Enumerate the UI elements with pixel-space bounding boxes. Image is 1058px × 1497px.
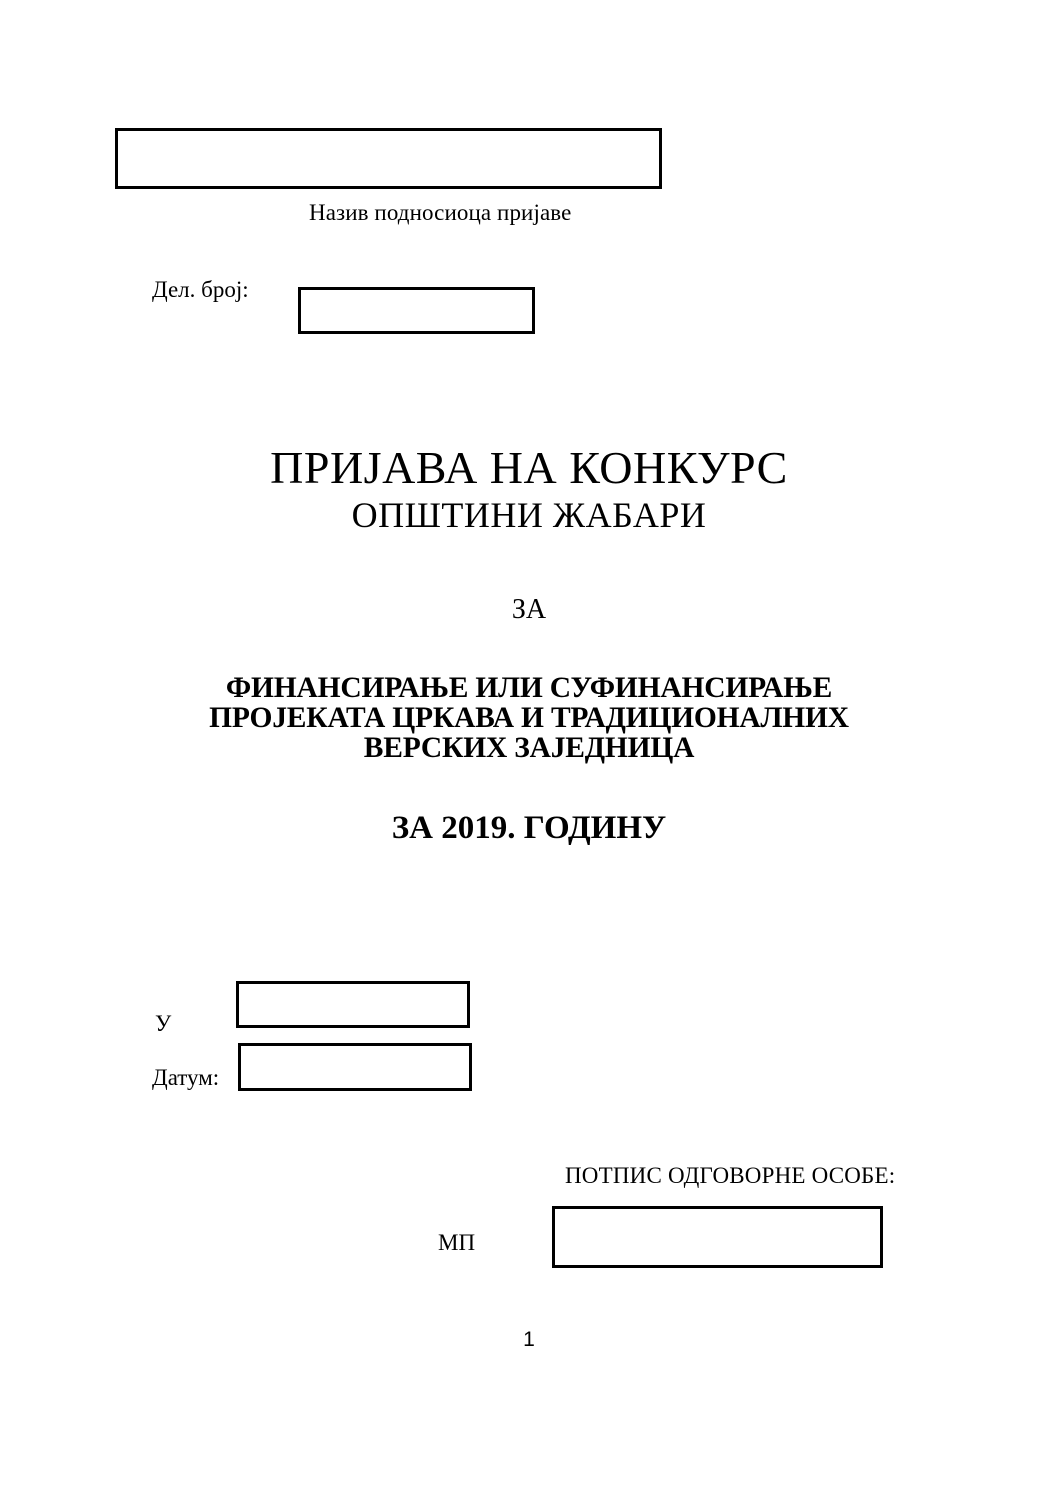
- purpose-line: ФИНАНСИРАЊЕ ИЛИ СУФИНАНСИРАЊЕ: [225, 672, 833, 704]
- reg-number-label: Дел. број:: [152, 277, 249, 302]
- place-label: У: [155, 1011, 172, 1036]
- reg-number-field[interactable]: [298, 287, 535, 334]
- applicant-name-field[interactable]: [115, 128, 662, 189]
- purpose-line: ВЕРСКИХ ЗАЈЕДНИЦА: [363, 732, 695, 764]
- signature-field[interactable]: [552, 1206, 883, 1268]
- date-field[interactable]: [238, 1043, 472, 1091]
- applicant-name-caption: Назив подносиоца пријаве: [309, 200, 572, 225]
- purpose-line: ПРОЈЕКАТА ЦРКАВА И ТРАДИЦИОНАЛНИХ: [209, 702, 849, 734]
- stamp-label: МП: [438, 1230, 476, 1255]
- year-heading: ЗА 2019. ГОДИНУ: [391, 810, 667, 846]
- page-subtitle: ОПШТИНИ ЖАБАРИ: [351, 495, 707, 535]
- page-title: ПРИЈАВА НА КОНКУРС: [270, 442, 788, 493]
- page-number: 1: [523, 1328, 535, 1351]
- title-for-word: ЗА: [511, 594, 547, 625]
- signature-caption: ПОТПИС ОДГОВОРНЕ ОСОБЕ:: [565, 1163, 896, 1188]
- place-field[interactable]: [236, 981, 470, 1028]
- purpose-heading: [0, 673, 1058, 763]
- date-label: Датум:: [152, 1065, 220, 1090]
